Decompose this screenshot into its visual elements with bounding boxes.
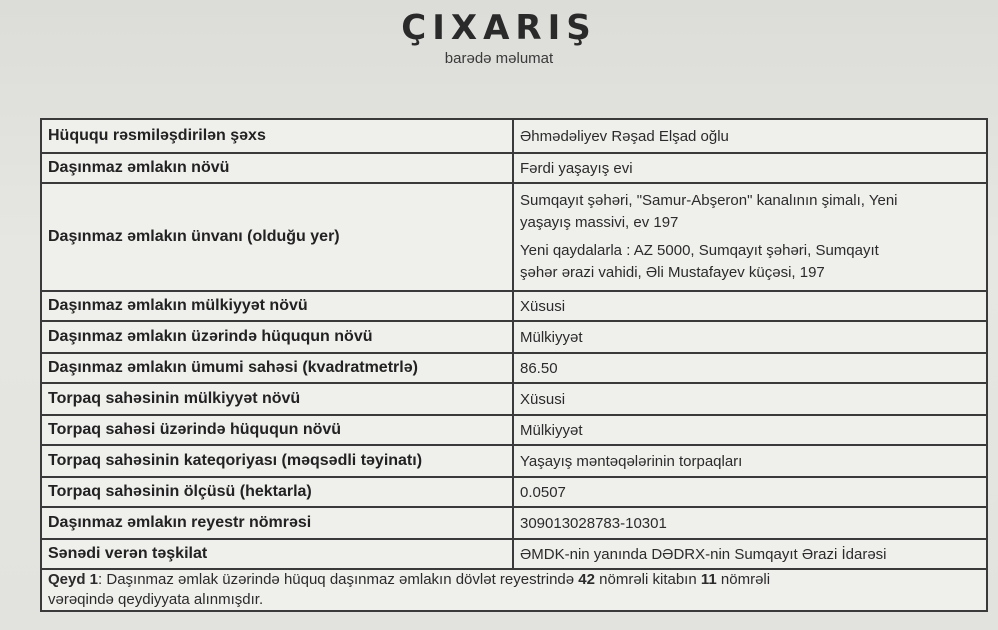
note-title: Qeyd 1 bbox=[48, 571, 99, 588]
table-row bbox=[41, 539, 987, 569]
row-value: Xüsusi bbox=[513, 291, 987, 321]
address-line: şəhər ərazi vahidi, Əli Mustafayev küçəsi, 197 bbox=[520, 264, 825, 281]
row-value: Mülkiyyət bbox=[513, 415, 987, 445]
table-row bbox=[41, 153, 987, 183]
table-row bbox=[41, 445, 987, 477]
table-row bbox=[41, 383, 987, 415]
document-title: ÇIXARIŞ bbox=[401, 8, 597, 48]
note-text: nömrəli bbox=[720, 571, 771, 588]
row-value: ƏMDK-nin yanında DƏDRX-nin Sumqayıt Ərazi İdarəsi bbox=[513, 539, 987, 569]
extract-table bbox=[40, 118, 988, 612]
table-row bbox=[41, 353, 987, 383]
table-row bbox=[41, 507, 987, 539]
row-label: Hüququ rəsmiləşdirilən şəxs bbox=[41, 119, 513, 153]
row-value: 86.50 bbox=[513, 353, 987, 383]
row-value: 309013028783-10301 bbox=[513, 507, 987, 539]
row-label: Torpaq sahəsinin mülkiyyət növü bbox=[41, 383, 513, 415]
table-row bbox=[41, 321, 987, 353]
note-row bbox=[41, 569, 987, 611]
note-text: : Daşınmaz əmlak üzərində hüquq daşınmaz əmlakın dövlət reyestrində bbox=[98, 571, 575, 588]
table-row bbox=[41, 291, 987, 321]
note-text: nömrəli kitabın bbox=[599, 571, 697, 588]
document-subtitle: barədə məlumat bbox=[444, 50, 554, 67]
address-line: Yeni qaydalarla : AZ 5000, Sumqayıt şəhəri, Sumqayıt bbox=[520, 242, 879, 259]
row-label: Sənədi verən təşkilat bbox=[41, 539, 513, 569]
row-label: Daşınmaz əmlakın növü bbox=[41, 153, 513, 183]
row-value: Mülkiyyət bbox=[513, 321, 987, 353]
table-row bbox=[41, 119, 987, 153]
row-label: Daşınmaz əmlakın reyestr nömrəsi bbox=[41, 507, 513, 539]
row-value: Xüsusi bbox=[513, 383, 987, 415]
address-value bbox=[513, 183, 987, 291]
row-value: Yaşayış məntəqələrinin torpaqları bbox=[513, 445, 987, 477]
note-cell bbox=[41, 569, 987, 611]
row-label: Daşınmaz əmlakın ünvanı (olduğu yer) bbox=[41, 183, 513, 291]
row-label: Daşınmaz əmlakın üzərində hüququn növü bbox=[41, 321, 513, 353]
page-number: 11 bbox=[700, 571, 717, 588]
note-text: vərəqində qeydiyyata alınmışdır. bbox=[48, 591, 264, 608]
table-row bbox=[41, 415, 987, 445]
book-number: 42 bbox=[578, 571, 595, 588]
row-label: Daşınmaz əmlakın mülkiyyət növü bbox=[41, 291, 513, 321]
row-value: Əhmədəliyev Rəşad Elşad oğlu bbox=[513, 119, 987, 153]
address-line: yaşayış massivi, ev 197 bbox=[520, 214, 679, 231]
row-value: Fərdi yaşayış evi bbox=[513, 153, 987, 183]
address-line: Sumqayıt şəhəri, "Samur-Abşeron" kanalının şimalı, Yeni bbox=[520, 192, 898, 209]
row-value: 0.0507 bbox=[513, 477, 987, 507]
row-label: Torpaq sahəsi üzərində hüququn növü bbox=[41, 415, 513, 445]
row-label: Torpaq sahəsinin ölçüsü (hektarla) bbox=[41, 477, 513, 507]
table-row bbox=[41, 477, 987, 507]
row-label: Torpaq sahəsinin kateqoriyası (məqsədli təyinatı) bbox=[41, 445, 513, 477]
table-row bbox=[41, 183, 987, 291]
row-label: Daşınmaz əmlakın ümumi sahəsi (kvadratmetrlə) bbox=[41, 353, 513, 383]
